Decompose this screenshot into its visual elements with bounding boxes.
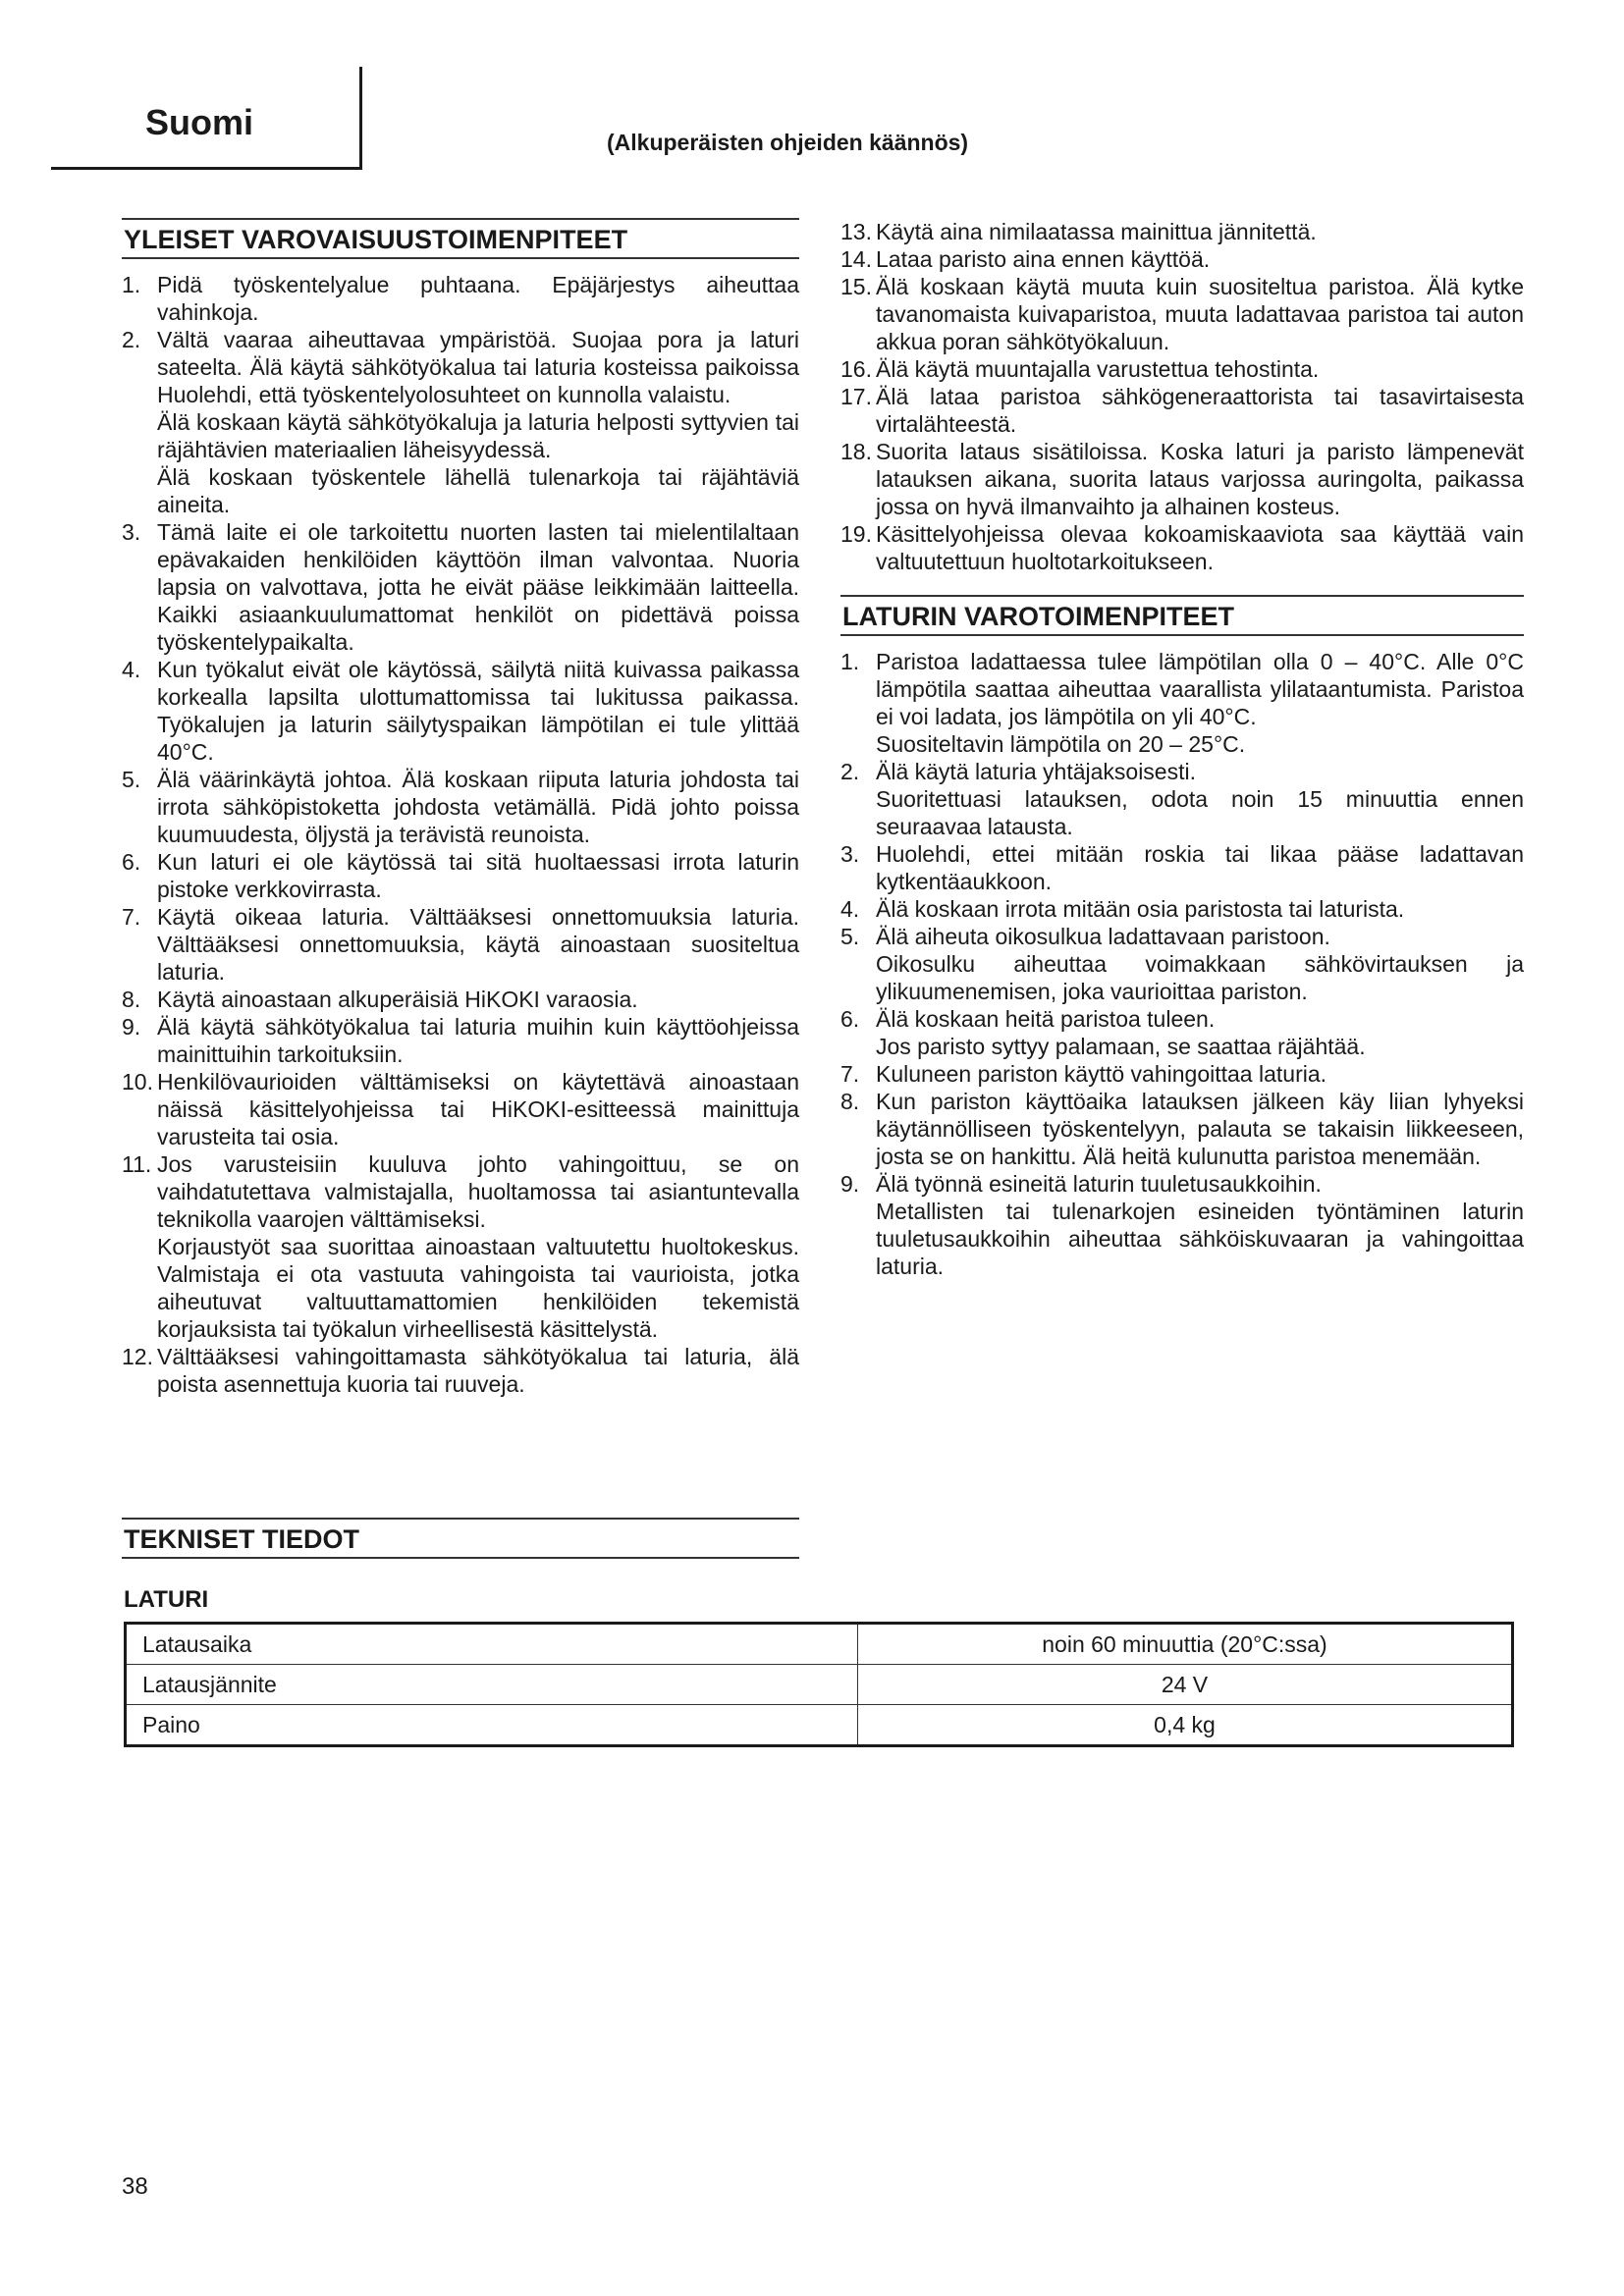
list-item [840, 758, 1524, 785]
item-text: Kuluneen pariston käyttö vahingoittaa laturia. [876, 1061, 1327, 1087]
item-text: Pidä työskentelyalue puhtaana. Epäjärjestys aiheuttaa vahinkoja. [157, 272, 799, 325]
list-item [840, 218, 1524, 245]
list-item [840, 520, 1524, 575]
right-column [840, 218, 1524, 1280]
item-text: Käytä aina nimilaatassa mainittua jännitettä. [876, 219, 1317, 244]
list-item [840, 1170, 1524, 1198]
specs-table [124, 1622, 1514, 1747]
item-note: Älä koskaan työskentele lähellä tulenarkoja tai räjähtäviä aineita. [157, 464, 799, 517]
list-item [122, 1068, 799, 1150]
item-text: Älä käytä laturia yhtäjaksoisesti. [876, 759, 1196, 784]
item-number: 10. [122, 1069, 153, 1095]
spec-value: noin 60 minuuttia (20°C:ssa) [858, 1624, 1513, 1665]
list-item [840, 245, 1524, 273]
item-number: 12. [122, 1344, 153, 1369]
spec-value: 24 V [858, 1665, 1513, 1705]
list-item [122, 656, 799, 766]
item-text: Jos varusteisiin kuuluva johto vahingoittuu, se on vaihdatutettava valmistajalla, huoltamossa tai asiantuntevalla teknikolla vaarojen välttämiseksi. [157, 1151, 799, 1232]
item-text: Tämä laite ei ole tarkoitettu nuorten lasten tai mielentilaltaan epävakaiden henkilöiden käyttöön ilman valvontaa. Nuoria lapsia on valvottava, jotta he eivät pääse leikkimään laitteella. Kaikki asiaankuulumattomat henkilöt on pidettävä poissa työskentelypaikalta. [157, 519, 799, 655]
translation-subtitle: (Alkuperäisten ohjeiden käännös) [607, 130, 969, 155]
item-number: 4. [840, 896, 860, 922]
spec-label: Latausaika [126, 1624, 858, 1665]
item-note: Jos paristo syttyy palamaan, se saattaa räjähtää. [876, 1034, 1366, 1059]
item-text: Älä koskaan käytä muuta kuin suositeltua paristoa. Älä kytke tavanomaista kuivaparistoa, muuta ladattavaa paristoa tai auton akkua poran sähkötyökaluun. [876, 274, 1524, 354]
spec-label: Latausjännite [126, 1665, 858, 1705]
item-number: 5. [840, 924, 860, 949]
list-item [840, 383, 1524, 438]
item-text: Kun laturi ei ole käytössä tai sitä huoltaessasi irrota laturin pistoke verkkovirrasta. [157, 849, 799, 902]
item-text: Älä käytä muuntajalla varustettua tehostinta. [876, 356, 1320, 382]
item-number: 8. [122, 987, 141, 1012]
list-item [122, 903, 799, 986]
list-item [840, 1060, 1524, 1088]
item-number: 5. [122, 767, 141, 792]
general-safety-list [122, 271, 799, 1398]
item-number: 9. [122, 1014, 141, 1040]
list-item [840, 648, 1524, 730]
table-row [126, 1624, 1513, 1665]
list-item [122, 1150, 799, 1233]
item-text: Kun työkalut eivät ole käytössä, säilytä niitä kuivassa paikassa korkealla lapsilta ulottumattomissa tai lukitussa paikassa. Työkalujen ja laturin säilytyspaikan lämpötilan ei tule ylittää 40°C. [157, 657, 799, 765]
item-number: 16. [840, 356, 872, 382]
list-item [122, 766, 799, 848]
list-item [840, 895, 1524, 923]
list-item [840, 923, 1524, 950]
item-number: 7. [840, 1061, 860, 1087]
general-safety-list-continued [840, 218, 1524, 575]
list-item [840, 273, 1524, 355]
item-number: 11. [122, 1151, 152, 1177]
item-text: Käytä ainoastaan alkuperäisiä HiKOKI varaosia. [157, 987, 638, 1012]
item-number: 18. [840, 439, 872, 464]
item-number: 15. [840, 274, 872, 299]
item-text: Älä aiheuta oikosulkua ladattavaan paristoon. [876, 924, 1330, 949]
specs-section [122, 1518, 799, 1573]
left-column [122, 218, 799, 1398]
item-number: 4. [122, 657, 141, 682]
item-number: 6. [840, 1006, 860, 1032]
list-item [840, 1005, 1524, 1033]
item-note: Suositeltavin lämpötila on 20 – 25°C. [876, 731, 1246, 757]
list-item [122, 1013, 799, 1068]
item-text: Lataa paristo aina ennen käyttöä. [876, 246, 1211, 272]
page-number: 38 [122, 2173, 148, 2200]
item-text: Paristoa ladattaessa tulee lämpötilan olla 0 – 40°C. Alle 0°C lämpötila saattaa aiheuttaa vaarallista ylilataantumista. Paristoa ei voi ladata, jos lämpötila on yli 40°C. [876, 649, 1524, 729]
list-item [122, 848, 799, 903]
item-text: Kun pariston käyttöaika latauksen jälkeen käy liian lyhyeksi käytännölliseen työskentelyyn, palauta se takaisin liikkeeseen, josta se on hankittu. Älä heitä kulunutta paristoa menemään. [876, 1089, 1524, 1169]
list-item [840, 355, 1524, 383]
item-note: Metallisten tai tulenarkojen esineiden työntäminen laturin tuuletusaukkoihin aiheuttaa sähköiskuvaaran ja vahingoittaa laturia. [876, 1199, 1524, 1279]
list-item [122, 326, 799, 408]
table-row [126, 1705, 1513, 1746]
charger-safety-list [840, 648, 1524, 1280]
language-title: Suomi [145, 102, 254, 142]
specs-subheading: LATURI [124, 1586, 209, 1613]
item-number: 17. [840, 384, 872, 409]
list-item [122, 518, 799, 656]
spec-label: Paino [126, 1705, 858, 1746]
item-number: 9. [840, 1171, 860, 1197]
item-text: Vältä vaaraa aiheuttavaa ympäristöä. Suojaa pora ja laturi sateelta. Älä käytä sähkötyökalua tai laturia kosteissa paikoissa Huolehdi, että työskentelyolosuhteet on kunnolla valaistu. [157, 327, 799, 407]
item-note: Älä koskaan käytä sähkötyökaluja ja laturia helposti syttyvien tai räjähtävien materiaalien läheisyydessä. [157, 409, 799, 462]
item-number: 8. [840, 1089, 860, 1114]
item-note: Korjaustyöt saa suorittaa ainoastaan valtuutettu huoltokeskus. Valmistaja ei ota vastuuta vahingoista tai vaurioista, jotka aiheutuvat valtuuttamattomien henkilöiden tekemistä korjauksista tai työkalun virheellisestä käsittelystä. [157, 1234, 799, 1342]
item-number: 2. [840, 759, 860, 784]
list-item [122, 986, 799, 1013]
item-number: 14. [840, 246, 872, 272]
spec-value: 0,4 kg [858, 1705, 1513, 1746]
item-text: Älä työnnä esineitä laturin tuuletusaukkoihin. [876, 1171, 1322, 1197]
item-text: Älä koskaan irrota mitään osia paristosta tai laturista. [876, 896, 1405, 922]
item-text: Suorita lataus sisätiloissa. Koska laturi ja paristo lämpenevät latauksen aikana, suorita lataus varjossa auringolta, paikassa jossa on hyvä ilmanvaihto ja alhainen kosteus. [876, 439, 1524, 519]
item-note: Suoritettuasi latauksen, odota noin 15 minuuttia ennen seuraavaa latausta. [876, 786, 1524, 839]
item-number: 1. [122, 272, 141, 297]
item-text: Käsittelyohjeissa olevaa kokoamiskaaviota saa käyttää vain valtuutettuun huoltotarkoitukseen. [876, 521, 1524, 574]
item-text: Älä lataa paristoa sähkögeneraattorista tai tasavirtaisesta virtalähteestä. [876, 384, 1524, 437]
specs-heading: TEKNISET TIEDOT [122, 1518, 799, 1559]
item-number: 3. [122, 519, 141, 545]
general-safety-heading: YLEISET VAROVAISUUSTOIMENPITEET [122, 218, 799, 259]
item-number: 1. [840, 649, 860, 674]
charger-safety-heading: LATURIN VAROTOIMENPITEET [840, 595, 1524, 636]
item-text: Älä käytä sähkötyökalua tai laturia muihin kuin käyttöohjeissa mainittuihin tarkoituksiin. [157, 1014, 799, 1067]
item-number: 13. [840, 219, 872, 244]
table-row [126, 1665, 1513, 1705]
item-text: Käytä oikeaa laturia. Välttääksesi onnettomuuksia laturia. Välttääksesi onnettomuuksia, käytä ainoastaan suositeltua laturia. [157, 904, 799, 985]
item-note: Oikosulku aiheuttaa voimakkaan sähkövirtauksen ja ylikuumenemisen, joka vaurioittaa pariston. [876, 951, 1524, 1004]
item-text: Älä koskaan heitä paristoa tuleen. [876, 1006, 1216, 1032]
list-item [840, 438, 1524, 520]
item-text: Huolehdi, ettei mitään roskia tai likaa pääse ladattavan kytkentäaukkoon. [876, 841, 1524, 894]
item-text: Älä väärinkäytä johtoa. Älä koskaan riiputa laturia johdosta tai irrota sähköpistoketta johdosta vetämällä. Pidä johto poissa kuumuudesta, öljystä ja terävistä reunoista. [157, 767, 799, 847]
list-item [840, 840, 1524, 895]
list-item [840, 1088, 1524, 1170]
item-text: Välttääksesi vahingoittamasta sähkötyökalua tai laturia, älä poista asennettuja kuoria tai ruuveja. [157, 1344, 799, 1397]
item-number: 2. [122, 327, 141, 352]
item-number: 19. [840, 521, 872, 547]
item-number: 3. [840, 841, 860, 867]
list-item [122, 271, 799, 326]
list-item [122, 1343, 799, 1398]
item-number: 7. [122, 904, 141, 930]
item-number: 6. [122, 849, 141, 875]
item-text: Henkilövaurioiden välttämiseksi on käytettävä ainoastaan näissä käsittelyohjeissa tai HiKOKI-esitteessä mainittuja varusteita tai osia. [157, 1069, 799, 1149]
